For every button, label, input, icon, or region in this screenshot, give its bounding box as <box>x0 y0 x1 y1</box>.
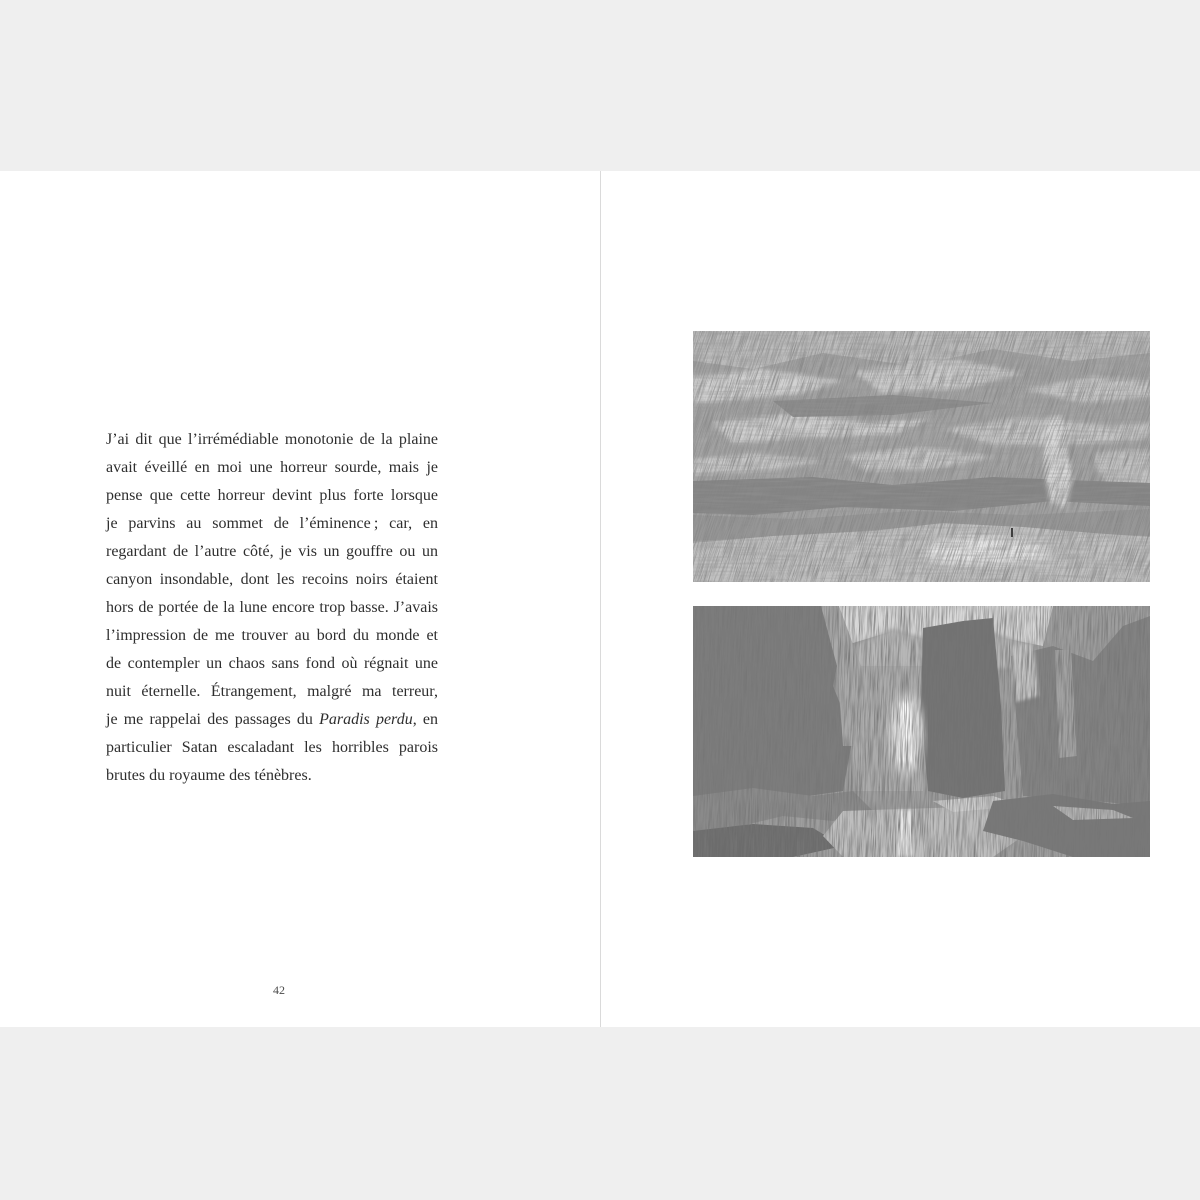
text-line: pense que cette horreur devint plus forte lorsque <box>106 487 438 504</box>
pencil-strata-texture <box>693 331 1150 582</box>
illustration-canyon <box>693 606 1150 857</box>
traveler-figure <box>1011 528 1013 537</box>
left-page <box>0 171 600 1027</box>
pencil-drawing-plain <box>693 331 1150 582</box>
text-line: regardant de l’autre côté, je vis un gouffre ou un <box>106 543 438 560</box>
page-number: 42 <box>273 983 285 997</box>
illustration-plain <box>693 331 1150 582</box>
text-line: l’impression de me trouver au bord du monde et <box>106 627 438 644</box>
text-segment: , en <box>412 711 438 728</box>
text-line: nuit éternelle. Étrangement, malgré ma terreur, <box>106 683 438 700</box>
body-paragraph <box>106 426 438 790</box>
text-line: avait éveillé en moi une horreur sourde, mais je <box>106 459 438 476</box>
book-title-italic: Paradis perdu <box>319 711 413 728</box>
pencil-hatching <box>693 606 1150 857</box>
text-line: particulier Satan escaladant les horribles parois <box>106 739 438 756</box>
right-page <box>601 171 1200 1027</box>
text-line: canyon insondable, dont les recoins noirs étaient <box>106 571 438 588</box>
text-segment: je me rappelai des passages du <box>106 711 320 728</box>
text-line: J’ai dit que l’irrémédiable monotonie de la plaine <box>106 431 438 448</box>
text-line: hors de portée de la lune encore trop basse. J’avais <box>106 599 438 616</box>
book-spread <box>0 171 1200 1027</box>
pencil-drawing-canyon <box>693 606 1150 857</box>
text-line: je parvins au sommet de l’éminence ; car, en <box>106 515 438 532</box>
text-line <box>106 706 438 734</box>
pencil-grain <box>693 606 1150 857</box>
text-line: de contempler un chaos sans fond où régnait une <box>106 655 438 672</box>
text-line-last: brutes du royaume des ténèbres. <box>106 767 312 784</box>
